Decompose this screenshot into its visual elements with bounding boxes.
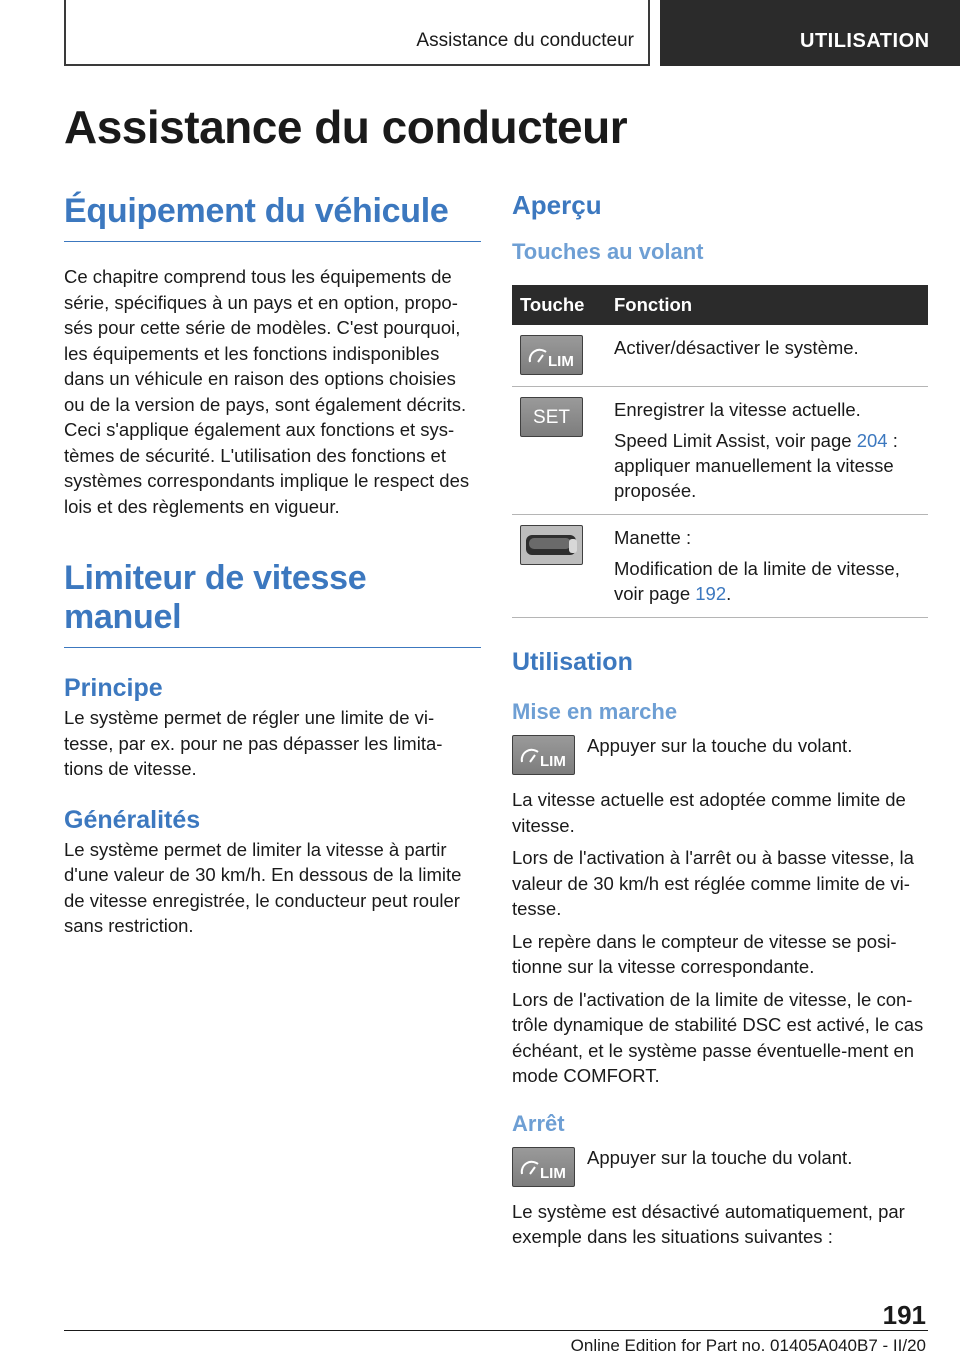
right-column <box>512 190 928 1250</box>
left-column <box>64 192 481 939</box>
heading-arret: Arrêt <box>512 1110 565 1136</box>
svg-text:LIM: LIM <box>539 753 566 770</box>
buttons-table <box>512 285 928 618</box>
table-row <box>512 387 928 515</box>
heading-equipement: Équipement du véhicule <box>64 192 481 242</box>
lim-button-icon <box>512 1147 575 1187</box>
instruction-marche <box>512 733 928 775</box>
heading-touches-volant: Touches au volant <box>512 239 704 264</box>
row2-function: Enregistrer la vitesse actuelle. <box>614 399 861 420</box>
footer-divider <box>64 1330 928 1331</box>
set-button-icon: SET <box>520 397 583 437</box>
utilisation-para-4: Lors de l'activation de la limite de vitesse, le con-trôle dynamique de stabilité DSC est activé, le cas échéant, et le système passe éventuelle-ment en mode COMFORT. <box>512 988 924 1086</box>
rocker-switch-icon <box>520 525 583 565</box>
marche-instruction-text: Appuyer sur la touche du volant. <box>587 735 853 756</box>
footer-edition: Online Edition for Part no. 01405A040B7 - II/20 <box>570 1336 926 1355</box>
header-section-box <box>64 0 650 66</box>
table-row <box>512 325 928 387</box>
svg-text:LIM: LIM <box>539 1164 566 1182</box>
table-header-row <box>512 285 928 325</box>
heading-generalites: Généralités <box>64 805 201 834</box>
generalites-text: Le système permet de limiter la vitesse à partir d'une valeur de 30 km/h. En dessous de la limite de vitesse enregistrée, le conducteur peut rouler sans restriction. <box>64 838 462 936</box>
page-link-192[interactable]: 192 <box>695 583 727 604</box>
header-chapter-title: UTILISATION <box>800 30 930 52</box>
arret-instruction-text: Appuyer sur la touche du volant. <box>587 1146 853 1168</box>
heading-utilisation: Utilisation <box>512 648 633 676</box>
page-link-204[interactable]: 204 <box>856 430 888 451</box>
utilisation-para-2: Lors de l'activation à l'arrêt ou à basse vitesse, la valeur de 30 km/h est réglée comme limite de vi-tesse. <box>512 847 914 919</box>
utilisation-para-3: Le repère dans le compteur de vitesse se posi-tionne sur la vitesse correspondante. <box>512 930 897 977</box>
equipement-text: Ce chapitre comprend tous les équipements de série, spécifiques à un pays et en option, propo-sés pour cette série de modèles. C'est pourquoi, les équipements et les fonctions indisponibles dans un véhicule en raison des options choisies ou de la version de pays, sont également décrits. Ceci s'applique également aux fonctions et sys-tèmes de sécurité. L'utilisation des fonctions et systèmes correspondants implique le respect des lois et des règlements en vigueur. <box>64 266 470 517</box>
row2-note: Speed Limit Assist, voir page 204 : appliquer manuellement la vitesse proposée. <box>614 430 898 501</box>
principe-text: Le système permet de régler une limite de vi-tesse, par ex. pour ne pas dépasser les limita-tions de vitesse. <box>64 707 443 779</box>
lim-button-icon <box>512 735 575 775</box>
header-chapter-box <box>660 0 960 66</box>
header-section-title: Assistance du conducteur <box>416 30 634 51</box>
col-header-touche: Touche <box>512 285 606 325</box>
heading-apercu: Aperçu <box>512 190 602 220</box>
row3-function: Manette : <box>614 527 692 548</box>
heading-principe: Principe <box>64 674 163 702</box>
row1-function: Activer/désactiver le système. <box>614 337 859 358</box>
utilisation-para-5: Le système est désactivé automatiquement, par exemple dans les situations suivantes : <box>512 1200 905 1247</box>
row3-note: Modification de la limite de vitesse, voir page 192. <box>614 558 900 604</box>
instruction-arret <box>512 1145 928 1187</box>
svg-text:LIM: LIM <box>547 353 574 370</box>
utilisation-para-1: La vitesse actuelle est adoptée comme limite de vitesse. <box>512 789 906 836</box>
table-row <box>512 515 928 618</box>
heading-mise-en-marche: Mise en marche <box>512 699 678 724</box>
lim-button-icon <box>520 335 583 375</box>
page-title: Assistance du conducteur <box>64 101 628 153</box>
col-header-fonction: Fonction <box>606 285 928 325</box>
page-number: 191 <box>882 1300 926 1330</box>
heading-limiteur: Limiteur de vitesse manuel <box>64 559 481 648</box>
